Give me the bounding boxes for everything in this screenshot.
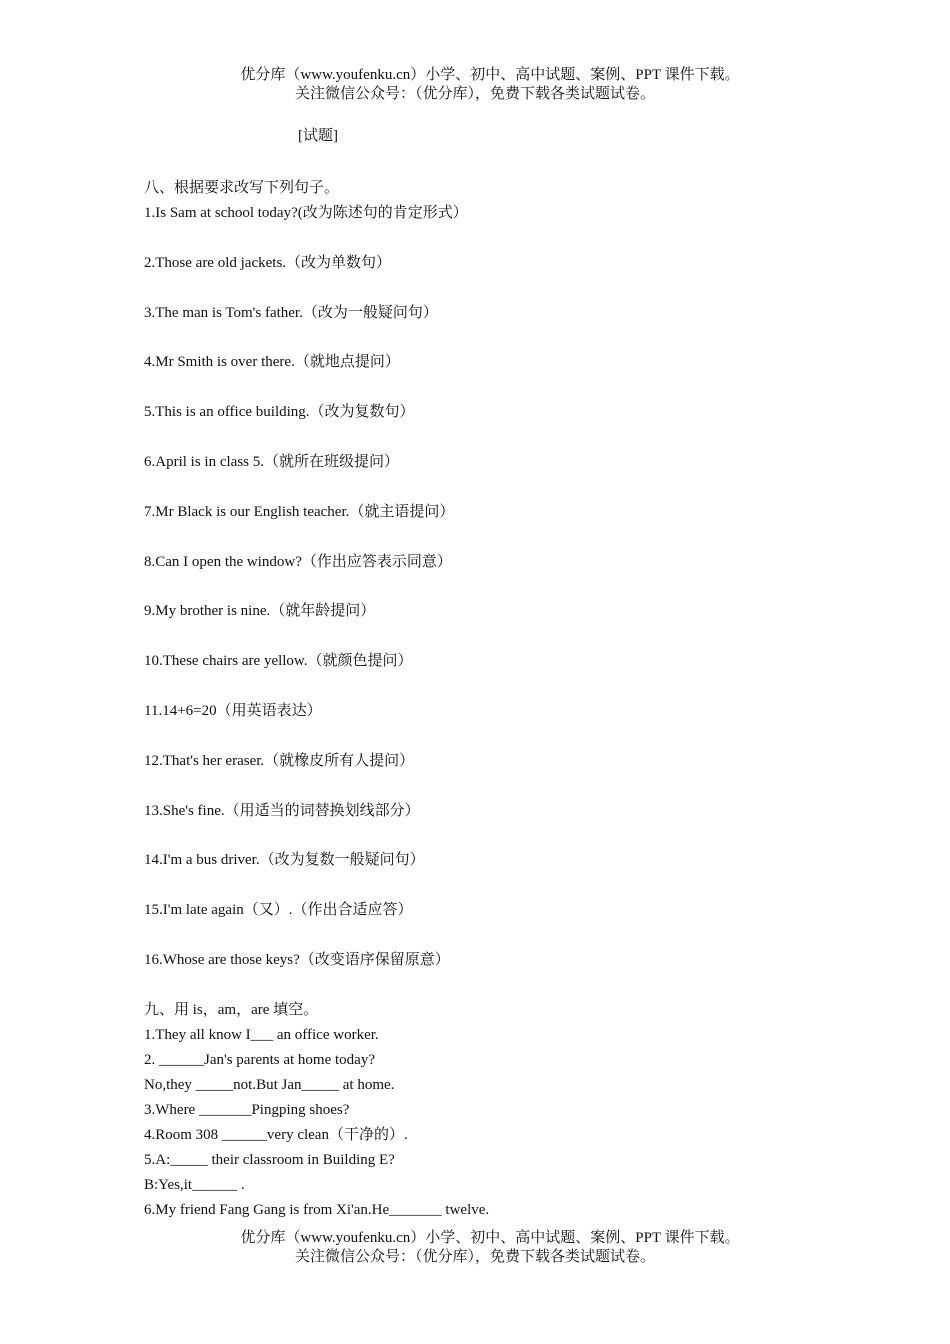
part8-question: 14.I'm a bus driver.（改为复数一般疑问句） — [144, 852, 425, 869]
part9-line: 1.They all know I___ an office worker. — [144, 1026, 379, 1043]
part8-question: 11.14+6=20（用英语表达） — [144, 702, 322, 719]
part8-question: 16.Whose are those keys?（改变语序保留原意） — [144, 951, 450, 968]
part9-line: 3.Where _______Pingping shoes? — [144, 1101, 350, 1118]
part8-question: 1.Is Sam at school today?(改为陈述句的肯定形式） — [144, 205, 468, 221]
part8-question: 4.Mr Smith is over there.（就地点提问） — [144, 354, 400, 371]
document-body — [144, 176, 864, 1223]
part8-question: 5.This is an office building.（改为复数句） — [144, 404, 415, 421]
part8-question: 10.These chairs are yellow.（就颜色提问） — [144, 653, 413, 670]
page-header — [0, 66, 950, 104]
section-tag: [试题] — [298, 128, 338, 144]
header-line-2: 关注微信公众号：（优分库），免费下载各类试题试卷。 — [294, 86, 655, 102]
footer-line-2: 关注微信公众号：（优分库），免费下载各类试题试卷。 — [294, 1249, 655, 1265]
part8-question: 15.I'm late again（又）.（作出合适应答） — [144, 902, 413, 919]
part9-line: 5.A:_____ their classroom in Building E? — [144, 1151, 395, 1168]
page-footer — [0, 1229, 950, 1267]
part9-heading: 九、用 is，am，are 填空。 — [144, 1001, 319, 1018]
part8-question: 2.Those are old jackets.（改为单数句） — [144, 254, 392, 271]
part9-line: 2. ______Jan's parents at home today? — [144, 1051, 375, 1068]
part9-line: 4.Room 308 ______very clean（干净的）. — [144, 1126, 408, 1143]
part8-question: 6.April is in class 5.（就所在班级提问） — [144, 453, 399, 470]
footer-line-1: 优分库（www.youfenku.cn）小学、初中、高中试题、案例、PPT 课件下载。 — [240, 1230, 740, 1246]
part8-question: 7.Mr Black is our English teacher.（就主语提问） — [144, 503, 455, 520]
part8-question: 3.The man is Tom's father.（改为一般疑问句） — [144, 304, 438, 321]
header-line-1: 优分库（www.youfenku.cn）小学、初中、高中试题、案例、PPT 课件下载。 — [240, 67, 740, 83]
part8-question: 9.My brother is nine.（就年龄提问） — [144, 603, 376, 620]
part8-heading: 八、根据要求改写下列句子。 — [144, 180, 340, 196]
part8-question: 13.She's fine.（用适当的词替换划线部分） — [144, 802, 420, 819]
part8-question: 12.That's her eraser.（就橡皮所有人提问） — [144, 752, 415, 769]
part9-line: No,they _____not.But Jan_____ at home. — [144, 1076, 395, 1093]
part9-line: B:Yes,it______ . — [144, 1176, 245, 1193]
part8-question: 8.Can I open the window?（作出应答表示同意） — [144, 553, 452, 570]
part9-line: 6.My friend Fang Gang is from Xi'an.He_______ twelve. — [144, 1201, 490, 1218]
